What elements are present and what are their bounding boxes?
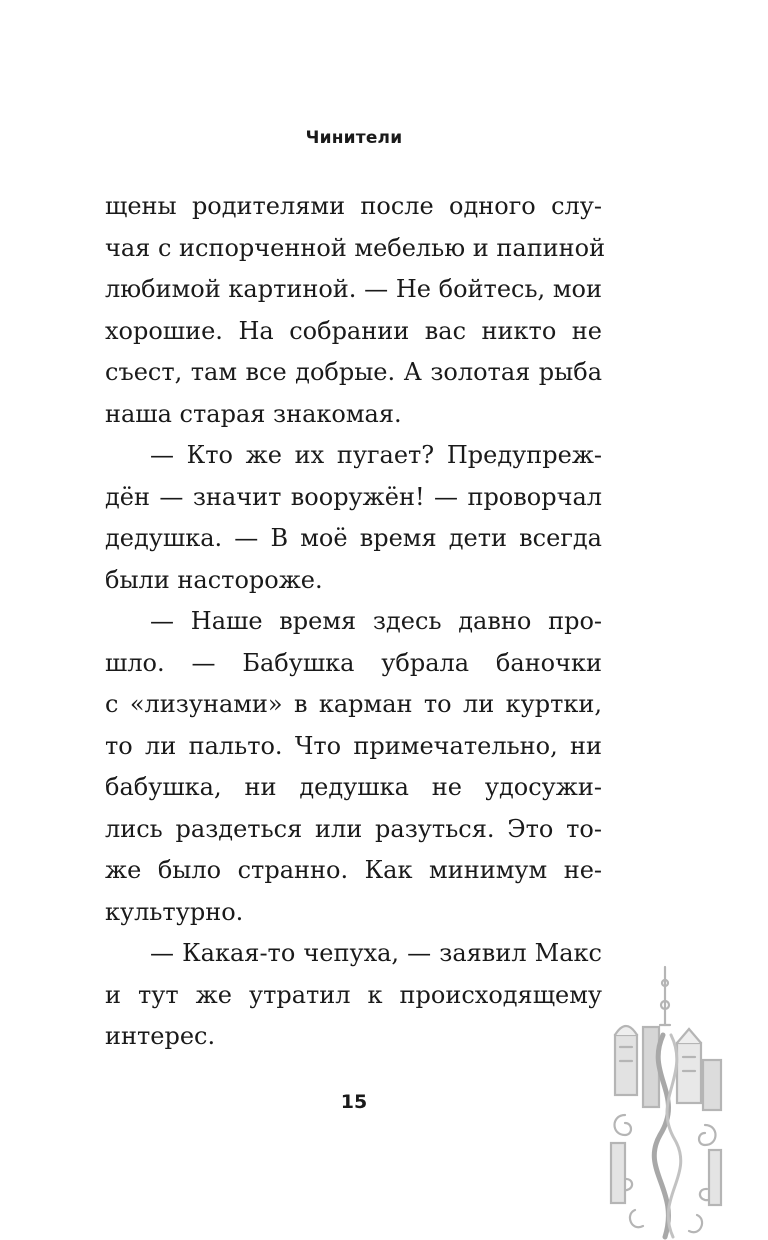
text-line: и тут же утратил к происходящему — [105, 980, 602, 1009]
text-line: культурно. — [105, 897, 244, 926]
text-line: щены родителями после одного слу- — [105, 192, 602, 220]
text-line: любимой картиной. — Не бойтесь, мои — [105, 275, 602, 303]
running-title: Чинители — [305, 128, 403, 148]
text-line: хорошие. На собрании вас никто не — [105, 316, 602, 345]
text-line: то ли пальто. Что примечательно, ни — [105, 731, 602, 760]
text-line: бабушка, ни дедушка не удосужи- — [105, 773, 602, 801]
text-line: были настороже. — [105, 565, 323, 594]
text-line: — Какая-то чепуха, — заявил Макс — [150, 939, 602, 967]
text-line: дён — значит вооружён! — проворчал — [105, 482, 602, 511]
text-line: чая с испорченной мебелью и папиной — [105, 233, 606, 262]
text-line: — Кто же их пугает? Предупреж- — [150, 441, 602, 469]
page-number: 15 — [340, 1091, 368, 1113]
body-text — [105, 186, 606, 1058]
text-line: наша старая знакомая. — [105, 399, 402, 428]
text-line: с «лизунами» в карман то ли куртки, — [105, 690, 602, 718]
text-line: съест, там все добрые. А золотая рыба — [105, 358, 602, 386]
city-swirl-ornament-icon — [605, 965, 725, 1240]
text-line: дедушка. — В моё время дети всегда — [105, 524, 602, 552]
text-line: лись раздеться или разуться. Это то- — [105, 814, 602, 843]
text-line: интерес. — [105, 1022, 216, 1050]
text-line: — Наше время здесь давно про- — [150, 607, 602, 635]
text-line: же было странно. Как минимум не- — [105, 856, 602, 884]
text-line: шло. — Бабушка убрала баночки — [105, 648, 602, 677]
